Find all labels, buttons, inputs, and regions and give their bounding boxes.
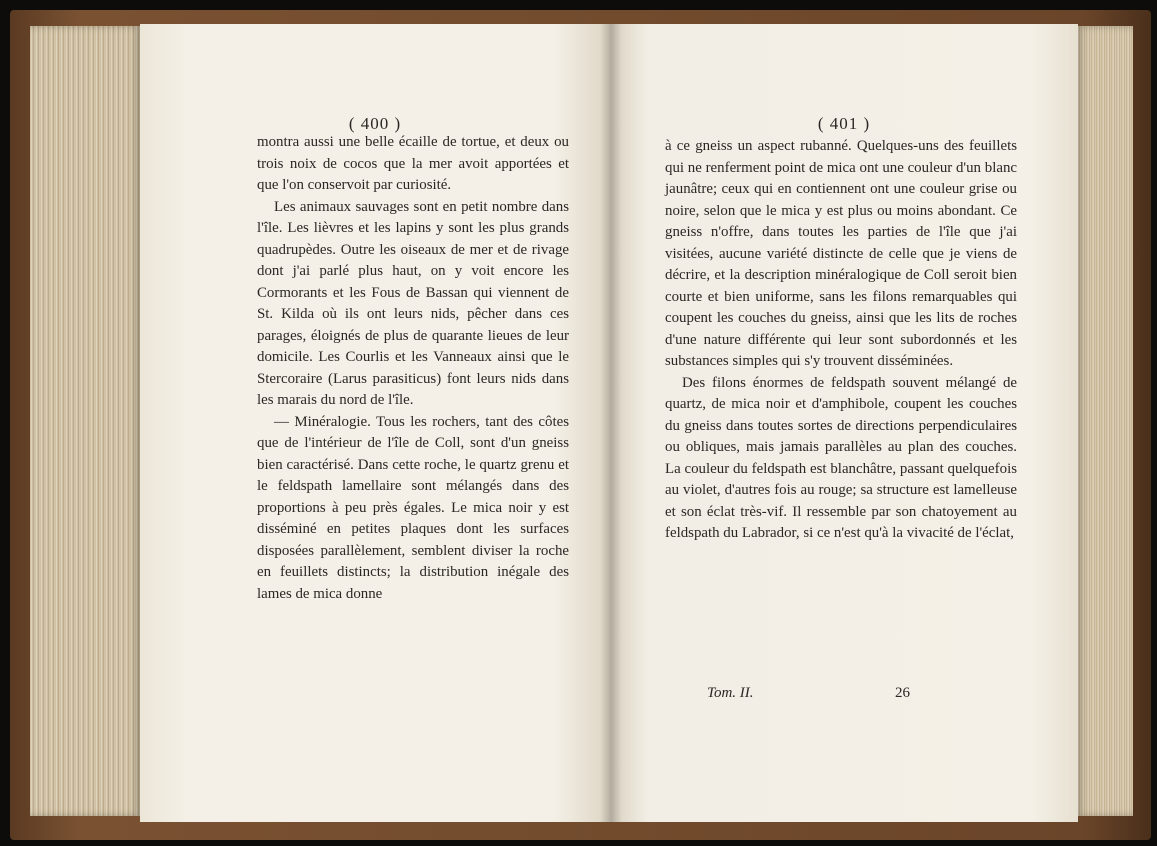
left-paragraph: — Minéralogie. Tous les rochers, tant des côtes que de l'intérieur de l'île de Coll, sont d'un gneiss bien caractérisé. Dans cette roche, le quartz grenu et le feldspath lamellaire sont mélangés dans des proportions à peu près égales. Le mica noir y est disséminé en petites plaques dont les surfaces disposées parallèlement, semblent diviser la roche en feuillets distincts; la distribution inégale des lames de mica donne bbox=[257, 413, 569, 602]
signature-mark: 26 bbox=[895, 685, 910, 701]
right-paragraph: Des filons énormes de feldspath souvent mélangé de quartz, de mica noir et d'amphibole, coupent les couches du gneiss dans toutes sortes de directions perpendiculaires ou obliques, mais jamais parallèles au plan des couches. La couleur du feldspath est blanchâtre, passant quelquefois au violet, d'autres fois au rouge; sa structure est lamelleuse et son éclat très-vif. Il ressemble par son chatoyement au feldspath du Labrador, si ce n'est qu'à la vivacité de l'éclat, bbox=[665, 374, 1017, 541]
left-page-number: ( 400 ) bbox=[348, 114, 402, 133]
right-page-text bbox=[665, 136, 1017, 545]
volume-mark: Tom. II. bbox=[707, 685, 754, 701]
right-paragraph: à ce gneiss un aspect rubanné. Quelques-uns des feuillets qui ne renferment point de mica ont une couleur d'un blanc jaunâtre; ceux qui en contiennent ont une couleur grise ou noire, selon que le mica y est plus ou moins abondant. Ce gneiss n'offre, dans toutes les parties de l'île que j'ai visitées, aucune variété distincte de celle que je viens de décrire, et la description minéralogique de Coll seroit bien courte et bien uniforme, sans les filons remarquables qui coupent les couches du gneiss, ainsi que les lits de roches d'une nature différente qui leur sont subordonnés et les substances simples qui s'y trouvent disséminées. bbox=[665, 138, 1017, 369]
book-gutter bbox=[600, 24, 622, 822]
left-page-edges bbox=[30, 26, 142, 816]
right-page-number: ( 401 ) bbox=[817, 114, 871, 133]
right-page-edges bbox=[1075, 26, 1133, 816]
right-page bbox=[610, 24, 1078, 822]
left-page bbox=[140, 24, 610, 822]
left-page-text bbox=[257, 132, 569, 605]
left-paragraph: Les animaux sauvages sont en petit nombre dans l'île. Les lièvres et les lapins y sont les plus grands quadrupèdes. Outre les oiseaux de mer et de rivage dont j'ai parlé plus haut, on y voit encore les Cormorants et les Fous de Bassan qui viennent de St. Kilda où ils ont leurs nids, pêcher dans ces parages, éloignés de plus de quarante lieues de leur domicile. Les Courlis et les Vanneaux ainsi que le Stercoraire (Larus parasiticus) font leurs nids dans les marais du nord de l'île. bbox=[257, 198, 569, 408]
left-paragraph: montra aussi une belle écaille de tortue, et deux ou trois noix de cocos que la mer avoit apportées et que l'on conservoit par curiosité. bbox=[257, 134, 569, 193]
